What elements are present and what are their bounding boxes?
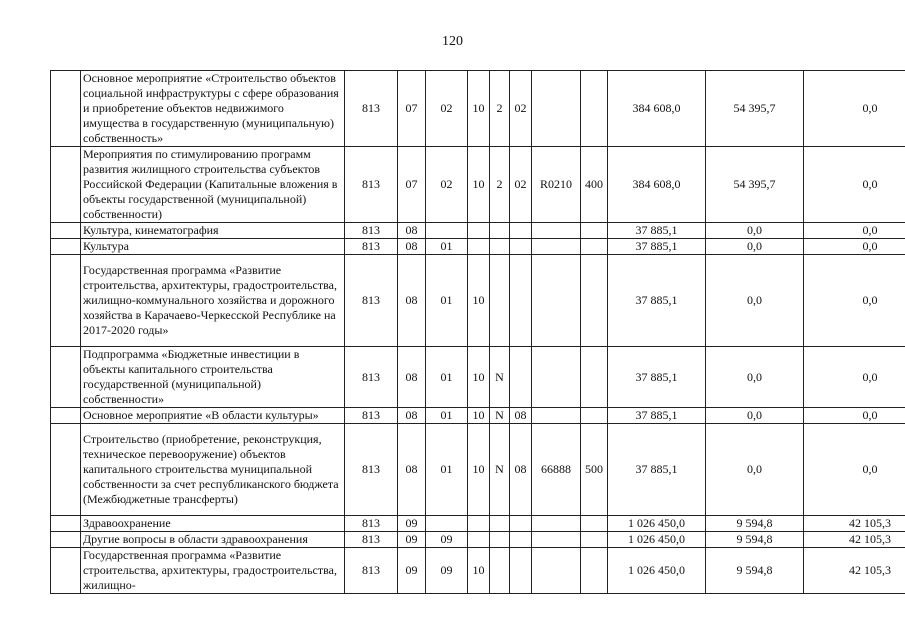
program-code-cell <box>468 532 490 548</box>
activity-code-cell: 08 <box>510 408 532 424</box>
expense-type-cell: 500 <box>581 424 608 516</box>
table-row <box>51 239 905 255</box>
subsection-code-cell: 01 <box>426 424 468 516</box>
program-code-cell <box>468 223 490 239</box>
amount-2-cell: 0,0 <box>706 347 804 408</box>
amount-3-cell: 0,0 <box>804 71 905 147</box>
amount-1-cell: 37 885,1 <box>608 255 706 347</box>
ministry-code-cell: 813 <box>345 147 398 223</box>
blank-cell <box>51 147 81 223</box>
amount-1-cell: 37 885,1 <box>608 424 706 516</box>
amount-1-cell: 1 026 450,0 <box>608 516 706 532</box>
subprogram-code-cell <box>490 255 510 347</box>
section-code-cell: 09 <box>398 548 426 594</box>
table-row <box>51 424 905 516</box>
ministry-code-cell: 813 <box>345 424 398 516</box>
amount-2-cell: 54 395,7 <box>706 71 804 147</box>
direction-code-cell: 66888 <box>532 424 581 516</box>
section-code-cell: 08 <box>398 255 426 347</box>
expense-type-cell <box>581 408 608 424</box>
program-code-cell <box>468 239 490 255</box>
program-code-cell: 10 <box>468 347 490 408</box>
blank-cell <box>51 532 81 548</box>
direction-code-cell: R0210 <box>532 147 581 223</box>
amount-3-cell: 0,0 <box>804 408 905 424</box>
amount-2-cell: 0,0 <box>706 255 804 347</box>
section-code-cell: 08 <box>398 408 426 424</box>
direction-code-cell <box>532 548 581 594</box>
subsection-code-cell: 02 <box>426 71 468 147</box>
blank-cell <box>51 239 81 255</box>
subprogram-code-cell <box>490 532 510 548</box>
expense-type-cell <box>581 516 608 532</box>
subsection-code-cell: 09 <box>426 532 468 548</box>
amount-3-cell: 42 105,3 <box>804 532 905 548</box>
activity-code-cell <box>510 255 532 347</box>
blank-cell <box>51 408 81 424</box>
direction-code-cell <box>532 532 581 548</box>
item-name-cell: Строительство (приобретение, реконструкция, техническое перевооружение) объектов капитального строительства муниципальной собственности за счет республиканского бюджета (Межбюджетные трансферты) <box>81 424 345 516</box>
blank-cell <box>51 516 81 532</box>
table-row <box>51 255 905 347</box>
amount-1-cell: 384 608,0 <box>608 71 706 147</box>
subsection-code-cell: 09 <box>426 548 468 594</box>
ministry-code-cell: 813 <box>345 71 398 147</box>
amount-1-cell: 1 026 450,0 <box>608 532 706 548</box>
subprogram-code-cell <box>490 516 510 532</box>
subsection-code-cell: 01 <box>426 239 468 255</box>
direction-code-cell <box>532 408 581 424</box>
expense-type-cell <box>581 548 608 594</box>
amount-3-cell: 42 105,3 <box>804 548 905 594</box>
subsection-code-cell: 01 <box>426 255 468 347</box>
item-name-cell: Культура <box>81 239 345 255</box>
section-code-cell: 08 <box>398 239 426 255</box>
amount-3-cell: 0,0 <box>804 424 905 516</box>
ministry-code-cell: 813 <box>345 223 398 239</box>
subprogram-code-cell: N <box>490 408 510 424</box>
amount-1-cell: 37 885,1 <box>608 239 706 255</box>
subprogram-code-cell: N <box>490 347 510 408</box>
ministry-code-cell: 813 <box>345 408 398 424</box>
activity-code-cell <box>510 516 532 532</box>
expense-type-cell <box>581 347 608 408</box>
amount-1-cell: 37 885,1 <box>608 408 706 424</box>
blank-cell <box>51 424 81 516</box>
subsection-code-cell: 02 <box>426 147 468 223</box>
amount-3-cell: 0,0 <box>804 255 905 347</box>
amount-2-cell: 9 594,8 <box>706 516 804 532</box>
expense-type-cell <box>581 223 608 239</box>
amount-2-cell: 9 594,8 <box>706 548 804 594</box>
program-code-cell: 10 <box>468 424 490 516</box>
activity-code-cell <box>510 223 532 239</box>
subprogram-code-cell: N <box>490 424 510 516</box>
ministry-code-cell: 813 <box>345 516 398 532</box>
expense-type-cell: 400 <box>581 147 608 223</box>
item-name-cell: Основное мероприятие «В области культуры» <box>81 408 345 424</box>
expense-type-cell <box>581 532 608 548</box>
amount-3-cell: 0,0 <box>804 223 905 239</box>
budget-table-body <box>51 71 905 594</box>
activity-code-cell: 02 <box>510 71 532 147</box>
program-code-cell: 10 <box>468 255 490 347</box>
item-name-cell: Государственная программа «Развитие строительства, архитектуры, градостроительства, жилищно- <box>81 548 345 594</box>
section-code-cell: 08 <box>398 347 426 408</box>
program-code-cell: 10 <box>468 548 490 594</box>
expense-type-cell <box>581 71 608 147</box>
table-row <box>51 147 905 223</box>
program-code-cell <box>468 516 490 532</box>
subsection-code-cell: 01 <box>426 347 468 408</box>
table-row <box>51 71 905 147</box>
ministry-code-cell: 813 <box>345 347 398 408</box>
item-name-cell: Подпрограмма «Бюджетные инвестиции в объекты капитального строительства государственной (муниципальной) собственности» <box>81 347 345 408</box>
ministry-code-cell: 813 <box>345 532 398 548</box>
item-name-cell: Другие вопросы в области здравоохранения <box>81 532 345 548</box>
amount-1-cell: 37 885,1 <box>608 223 706 239</box>
direction-code-cell <box>532 255 581 347</box>
ministry-code-cell: 813 <box>345 239 398 255</box>
subsection-code-cell <box>426 516 468 532</box>
activity-code-cell <box>510 347 532 408</box>
section-code-cell: 07 <box>398 71 426 147</box>
blank-cell <box>51 347 81 408</box>
activity-code-cell: 02 <box>510 147 532 223</box>
section-code-cell: 08 <box>398 424 426 516</box>
activity-code-cell <box>510 239 532 255</box>
subprogram-code-cell <box>490 239 510 255</box>
activity-code-cell <box>510 532 532 548</box>
direction-code-cell <box>532 347 581 408</box>
direction-code-cell <box>532 239 581 255</box>
section-code-cell: 09 <box>398 532 426 548</box>
item-name-cell: Здравоохранение <box>81 516 345 532</box>
subsection-code-cell: 01 <box>426 408 468 424</box>
item-name-cell: Мероприятия по стимулированию программ развития жилищного строительства субъектов Российской Федерации (Капитальные вложения в объекты государственной (муниципальной) собственности) <box>81 147 345 223</box>
amount-2-cell: 0,0 <box>706 223 804 239</box>
section-code-cell: 09 <box>398 516 426 532</box>
amount-2-cell: 0,0 <box>706 424 804 516</box>
ministry-code-cell: 813 <box>345 548 398 594</box>
activity-code-cell <box>510 548 532 594</box>
activity-code-cell: 08 <box>510 424 532 516</box>
budget-table <box>50 70 905 594</box>
blank-cell <box>51 255 81 347</box>
amount-2-cell: 9 594,8 <box>706 532 804 548</box>
item-name-cell: Государственная программа «Развитие строительства, архитектуры, градостроительства, жилищно-коммунального хозяйства и дорожного хозяйства в Карачаево-Черкесской Республике на 2017-2020 годы» <box>81 255 345 347</box>
amount-3-cell: 0,0 <box>804 147 905 223</box>
amount-2-cell: 54 395,7 <box>706 147 804 223</box>
subprogram-code-cell: 2 <box>490 71 510 147</box>
item-name-cell: Культура, кинематография <box>81 223 345 239</box>
expense-type-cell <box>581 255 608 347</box>
program-code-cell: 10 <box>468 71 490 147</box>
table-row <box>51 347 905 408</box>
subprogram-code-cell: 2 <box>490 147 510 223</box>
table-row <box>51 408 905 424</box>
ministry-code-cell: 813 <box>345 255 398 347</box>
subprogram-code-cell <box>490 223 510 239</box>
direction-code-cell <box>532 71 581 147</box>
section-code-cell: 08 <box>398 223 426 239</box>
direction-code-cell <box>532 223 581 239</box>
amount-2-cell: 0,0 <box>706 408 804 424</box>
blank-cell <box>51 223 81 239</box>
item-name-cell: Основное мероприятие «Строительство объектов социальной инфраструктуры с сфере образования и приобретение объектов недвижимого имущества в государственную (муниципальную) собственность» <box>81 71 345 147</box>
program-code-cell: 10 <box>468 408 490 424</box>
page-number: 120 <box>442 34 463 49</box>
expense-type-cell <box>581 239 608 255</box>
amount-1-cell: 384 608,0 <box>608 147 706 223</box>
table-row <box>51 548 905 594</box>
table-row <box>51 223 905 239</box>
amount-1-cell: 1 026 450,0 <box>608 548 706 594</box>
amount-3-cell: 0,0 <box>804 347 905 408</box>
amount-3-cell: 0,0 <box>804 239 905 255</box>
program-code-cell: 10 <box>468 147 490 223</box>
direction-code-cell <box>532 516 581 532</box>
amount-2-cell: 0,0 <box>706 239 804 255</box>
subprogram-code-cell <box>490 548 510 594</box>
amount-3-cell: 42 105,3 <box>804 516 905 532</box>
amount-1-cell: 37 885,1 <box>608 347 706 408</box>
table-row <box>51 516 905 532</box>
subsection-code-cell <box>426 223 468 239</box>
table-row <box>51 532 905 548</box>
blank-cell <box>51 548 81 594</box>
blank-cell <box>51 71 81 147</box>
section-code-cell: 07 <box>398 147 426 223</box>
